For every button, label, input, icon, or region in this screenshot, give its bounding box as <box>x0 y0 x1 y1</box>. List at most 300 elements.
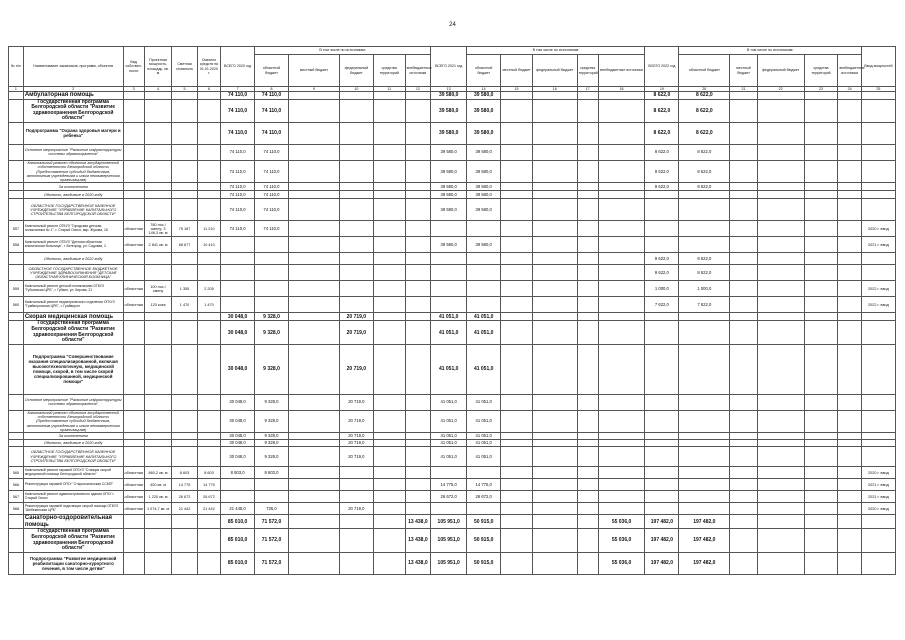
extrabudgetary-2020 <box>405 433 431 440</box>
capacity: 120 коек <box>144 297 172 313</box>
regional-budget-2021: 41 051,0 <box>467 313 501 321</box>
regional-budget-2020: 74 110,0 <box>255 122 289 144</box>
territory-funds-2021 <box>577 92 598 99</box>
extrabudgetary-2021 <box>598 281 645 297</box>
ownership-type <box>123 552 144 574</box>
regional-budget-2022: 197 482,0 <box>679 552 730 574</box>
federal-budget-2021 <box>532 183 577 191</box>
territory-funds-2020 <box>373 313 405 321</box>
row-number <box>9 265 24 281</box>
commissioning-note <box>861 515 895 529</box>
local-budget-2021 <box>501 467 533 479</box>
territory-funds-2021 <box>577 122 598 144</box>
commissioning-note <box>861 447 895 467</box>
local-budget-2022 <box>730 122 758 144</box>
local-budget-2021 <box>501 491 533 503</box>
federal-budget-2020 <box>339 467 373 479</box>
territory-funds-2021 <box>577 183 598 191</box>
commissioning-note: 2020 г. ввод <box>861 221 895 237</box>
regional-budget-2021 <box>467 253 501 265</box>
table-row <box>9 99 896 122</box>
federal-budget-2022 <box>757 160 804 182</box>
commissioning-note <box>861 552 895 574</box>
table-row <box>9 344 896 394</box>
table-row <box>9 433 896 440</box>
total-2020: 74 110,0 <box>221 191 255 199</box>
extrabudgetary-2020 <box>405 321 431 344</box>
federal-budget-2021 <box>532 99 577 122</box>
commissioning-note <box>861 529 895 552</box>
col-capacity: Проектная мощность, площадь, кв. м <box>144 47 172 87</box>
extrabudgetary-2021 <box>598 447 645 467</box>
extrabudgetary-2022 <box>838 433 861 440</box>
total-2020: 74 110,0 <box>221 160 255 182</box>
federal-budget-2022 <box>757 552 804 574</box>
row-number <box>9 122 24 144</box>
estimated-cost <box>172 183 197 191</box>
commissioning-note: 2021 г. ввод <box>861 491 895 503</box>
extrabudgetary-2020 <box>405 265 431 281</box>
total-2020: 85 010,0 <box>221 529 255 552</box>
local-budget-2021 <box>501 221 533 237</box>
federal-budget-2021 <box>532 503 577 515</box>
extrabudgetary-2022 <box>838 183 861 191</box>
total-2021: 41 051,0 <box>431 321 467 344</box>
extrabudgetary-2020 <box>405 199 431 221</box>
extrabudgetary-2022 <box>838 440 861 447</box>
federal-budget-2021 <box>532 92 577 99</box>
ownership-type <box>123 447 144 467</box>
local-budget-2022 <box>730 503 758 515</box>
commissioning-note <box>861 440 895 447</box>
extrabudgetary-2022 <box>838 297 861 313</box>
local-budget-2021 <box>501 410 533 432</box>
total-2022: 197 482,0 <box>645 529 679 552</box>
federal-budget-2021 <box>532 281 577 297</box>
commissioning-note: 2022 г. ввод <box>861 297 895 313</box>
regional-budget-2020: 74 110,0 <box>255 160 289 182</box>
spent-funds <box>197 183 220 191</box>
extrabudgetary-2022 <box>838 529 861 552</box>
regional-budget-2020: 9 328,0 <box>255 433 289 440</box>
regional-budget-2022 <box>679 199 730 221</box>
regional-budget-2021: 41 051,0 <box>467 440 501 447</box>
total-2022 <box>645 410 679 432</box>
regional-budget-2020: 9 328,0 <box>255 394 289 410</box>
col-total-2020: ВСЕГО 2020 год <box>221 47 255 87</box>
total-2022 <box>645 191 679 199</box>
regional-budget-2022: 7 622,0 <box>679 297 730 313</box>
territory-funds-2021 <box>577 281 598 297</box>
col-2021-obl: областной бюджет <box>467 55 501 87</box>
estimated-cost <box>172 191 197 199</box>
territory-funds-2021 <box>577 394 598 410</box>
territory-funds-2022 <box>804 92 838 99</box>
total-2022 <box>645 440 679 447</box>
total-2020 <box>221 297 255 313</box>
col-note: Ввод мощностей <box>861 47 895 87</box>
regional-budget-2021: 50 915,0 <box>467 529 501 552</box>
federal-budget-2021 <box>532 122 577 144</box>
estimated-cost <box>172 344 197 394</box>
territory-funds-2022 <box>804 191 838 199</box>
territory-funds-2022 <box>804 552 838 574</box>
table-row <box>9 183 896 191</box>
territory-funds-2022 <box>804 467 838 479</box>
table-row <box>9 265 896 281</box>
capacity <box>144 321 172 344</box>
ownership-type <box>123 265 144 281</box>
extrabudgetary-2021 <box>598 479 645 491</box>
local-budget-2021 <box>501 394 533 410</box>
extrabudgetary-2022 <box>838 410 861 432</box>
estimated-cost <box>172 313 197 321</box>
extrabudgetary-2021 <box>598 313 645 321</box>
commissioning-note: 2021 г. ввод <box>861 237 895 253</box>
total-2022 <box>645 503 679 515</box>
row-name: Капитальный ремонт административного здания ОГБУ г. Старый Оскол <box>23 491 123 503</box>
federal-budget-2021 <box>532 410 577 432</box>
commissioning-note <box>861 265 895 281</box>
total-2022: 8 622,0 <box>645 99 679 122</box>
local-budget-2020 <box>288 447 339 467</box>
regional-budget-2020: 71 572,0 <box>255 515 289 529</box>
column-number: 25 <box>861 87 895 92</box>
territory-funds-2022 <box>804 313 838 321</box>
row-name: Реконструкция гаражей подстанции скорой помощи ОГБУЗ "Шебекинская ЦРБ" <box>23 503 123 515</box>
table-row <box>9 529 896 552</box>
row-name: Капитальный ремонт детской поликлиники ОГБУЗ "Губкинская ЦРБ", г. Губкин, ул. Кирова, 21 <box>23 281 123 297</box>
federal-budget-2022 <box>757 221 804 237</box>
federal-budget-2022 <box>757 99 804 122</box>
territory-funds-2021 <box>577 467 598 479</box>
regional-budget-2022: 197 482,0 <box>679 515 730 529</box>
col-no: № п/п <box>9 47 24 87</box>
total-2020 <box>221 491 255 503</box>
total-2022 <box>645 199 679 221</box>
regional-budget-2022: 8 622,0 <box>679 144 730 160</box>
federal-budget-2020 <box>339 529 373 552</box>
commissioning-note <box>861 191 895 199</box>
territory-funds-2022 <box>804 394 838 410</box>
ownership-type <box>123 160 144 182</box>
spent-funds: 21 442 <box>197 503 220 515</box>
spent-funds <box>197 515 220 529</box>
local-budget-2021 <box>501 321 533 344</box>
federal-budget-2021 <box>532 552 577 574</box>
territory-funds-2021 <box>577 144 598 160</box>
table-header <box>9 47 896 92</box>
federal-budget-2022 <box>757 529 804 552</box>
territory-funds-2021 <box>577 297 598 313</box>
federal-budget-2020 <box>339 183 373 191</box>
local-budget-2022 <box>730 313 758 321</box>
investment-table <box>8 46 896 575</box>
total-2021: 105 951,0 <box>431 515 467 529</box>
total-2022: 8 622,0 <box>645 122 679 144</box>
federal-budget-2022 <box>757 297 804 313</box>
total-2020: 30 048,0 <box>221 313 255 321</box>
extrabudgetary-2021 <box>598 160 645 182</box>
territory-funds-2021 <box>577 344 598 394</box>
local-budget-2022 <box>730 447 758 467</box>
total-2022 <box>645 394 679 410</box>
col-2022-terr: средства территорий <box>804 55 838 87</box>
table-row <box>9 410 896 432</box>
regional-budget-2022 <box>679 237 730 253</box>
column-number: 8 <box>255 87 289 92</box>
territory-funds-2022 <box>804 281 838 297</box>
local-budget-2022 <box>730 99 758 122</box>
extrabudgetary-2021 <box>598 410 645 432</box>
territory-funds-2020 <box>373 160 405 182</box>
total-2022: 7 622,0 <box>645 297 679 313</box>
row-number <box>9 515 24 529</box>
local-budget-2022 <box>730 344 758 394</box>
ownership-type: областная <box>123 467 144 479</box>
column-number: 9 <box>288 87 339 92</box>
regional-budget-2022: 8 622,0 <box>679 160 730 182</box>
federal-budget-2020: 20 719,0 <box>339 394 373 410</box>
extrabudgetary-2020 <box>405 237 431 253</box>
capacity: 100 пос./смену <box>144 281 172 297</box>
territory-funds-2022 <box>804 344 838 394</box>
commissioning-note <box>861 394 895 410</box>
regional-budget-2021: 39 580,0 <box>467 160 501 182</box>
federal-budget-2020 <box>339 160 373 182</box>
table-row <box>9 122 896 144</box>
regional-budget-2020 <box>255 281 289 297</box>
local-budget-2020 <box>288 265 339 281</box>
spent-funds <box>197 552 220 574</box>
regional-budget-2022 <box>679 344 730 394</box>
row-number: 567 <box>9 491 24 503</box>
territory-funds-2020 <box>373 265 405 281</box>
federal-budget-2021 <box>532 221 577 237</box>
extrabudgetary-2020 <box>405 297 431 313</box>
territory-funds-2021 <box>577 199 598 221</box>
estimated-cost <box>172 410 197 432</box>
total-2020 <box>221 479 255 491</box>
extrabudgetary-2022 <box>838 237 861 253</box>
commissioning-note: 2021 г. ввод <box>861 479 895 491</box>
extrabudgetary-2021 <box>598 221 645 237</box>
territory-funds-2020 <box>373 344 405 394</box>
col-2021-vneb: внебюджетные источники <box>598 55 645 87</box>
estimated-cost <box>172 160 197 182</box>
regional-budget-2020 <box>255 253 289 265</box>
column-number: 14 <box>467 87 501 92</box>
spent-funds <box>197 253 220 265</box>
regional-budget-2021: 39 580,0 <box>467 92 501 99</box>
ownership-type: областная <box>123 281 144 297</box>
territory-funds-2022 <box>804 297 838 313</box>
capacity <box>144 191 172 199</box>
table-row <box>9 313 896 321</box>
local-budget-2021 <box>501 515 533 529</box>
row-name: Основное мероприятие "Развитие инфраструктуры системы здравоохранения" <box>23 394 123 410</box>
extrabudgetary-2021: 55 036,0 <box>598 515 645 529</box>
local-budget-2022 <box>730 515 758 529</box>
federal-budget-2020 <box>339 491 373 503</box>
row-number: 558 <box>9 237 24 253</box>
ownership-type <box>123 99 144 122</box>
table-row <box>9 552 896 574</box>
table-row <box>9 281 896 297</box>
federal-budget-2022 <box>757 467 804 479</box>
local-budget-2022 <box>730 552 758 574</box>
ownership-type <box>123 321 144 344</box>
local-budget-2020 <box>288 221 339 237</box>
row-number <box>9 433 24 440</box>
regional-budget-2022 <box>679 447 730 467</box>
extrabudgetary-2021 <box>598 440 645 447</box>
federal-budget-2022 <box>757 191 804 199</box>
col-2021-terr: средства территорий <box>577 55 598 87</box>
extrabudgetary-2021 <box>598 253 645 265</box>
local-budget-2022 <box>730 183 758 191</box>
extrabudgetary-2022 <box>838 199 861 221</box>
estimated-cost <box>172 253 197 265</box>
extrabudgetary-2021 <box>598 99 645 122</box>
territory-funds-2022 <box>804 122 838 144</box>
total-2020: 30 048,0 <box>221 433 255 440</box>
table-row <box>9 92 896 99</box>
row-name: Санаторно-оздоровительная помощь <box>23 515 123 529</box>
col-cost: Сметная стоимость <box>172 47 197 87</box>
col-total-2021: ВСЕГО 2021 год <box>431 47 467 87</box>
local-budget-2020 <box>288 122 339 144</box>
capacity: 2 841 кв. м <box>144 237 172 253</box>
commissioning-note: 2022 г. ввод <box>861 281 895 297</box>
local-budget-2022 <box>730 191 758 199</box>
row-number <box>9 99 24 122</box>
local-budget-2022 <box>730 529 758 552</box>
regional-budget-2022 <box>679 191 730 199</box>
total-2021: 14 775,0 <box>431 479 467 491</box>
territory-funds-2022 <box>804 440 838 447</box>
regional-budget-2020: 9 328,0 <box>255 440 289 447</box>
total-2021: 39 580,0 <box>431 183 467 191</box>
federal-budget-2020 <box>339 92 373 99</box>
territory-funds-2021 <box>577 479 598 491</box>
ownership-type <box>123 515 144 529</box>
local-budget-2022 <box>730 281 758 297</box>
capacity <box>144 265 172 281</box>
commissioning-note <box>861 92 895 99</box>
col-2020-terr: средства территорий <box>373 55 405 87</box>
total-2020 <box>221 281 255 297</box>
territory-funds-2021 <box>577 99 598 122</box>
col-2022-obl: областной бюджет <box>679 55 730 87</box>
total-2020: 30 048,0 <box>221 321 255 344</box>
commissioning-note <box>861 199 895 221</box>
total-2022: 197 482,0 <box>645 515 679 529</box>
local-budget-2021 <box>501 99 533 122</box>
spent-funds <box>197 92 220 99</box>
territory-funds-2020 <box>373 99 405 122</box>
regional-budget-2020 <box>255 265 289 281</box>
regional-budget-2022 <box>679 221 730 237</box>
total-2022 <box>645 221 679 237</box>
federal-budget-2020 <box>339 515 373 529</box>
local-budget-2021 <box>501 160 533 182</box>
federal-budget-2020: 20 719,0 <box>339 447 373 467</box>
extrabudgetary-2020 <box>405 221 431 237</box>
table-row <box>9 479 896 491</box>
local-budget-2022 <box>730 253 758 265</box>
territory-funds-2021 <box>577 515 598 529</box>
row-number: 565 <box>9 467 24 479</box>
territory-funds-2020 <box>373 191 405 199</box>
row-number <box>9 92 24 99</box>
federal-budget-2021 <box>532 515 577 529</box>
total-2022 <box>645 491 679 503</box>
federal-budget-2022 <box>757 515 804 529</box>
column-number: 18 <box>598 87 645 92</box>
federal-budget-2021 <box>532 433 577 440</box>
extrabudgetary-2021 <box>598 503 645 515</box>
regional-budget-2020: 74 110,0 <box>255 92 289 99</box>
ownership-type <box>123 92 144 99</box>
regional-budget-2020: 74 110,0 <box>255 144 289 160</box>
spent-funds <box>197 265 220 281</box>
spent-funds <box>197 447 220 467</box>
territory-funds-2022 <box>804 433 838 440</box>
estimated-cost: 1 355 <box>172 281 197 297</box>
column-number: 20 <box>679 87 730 92</box>
extrabudgetary-2020 <box>405 191 431 199</box>
local-budget-2021 <box>501 344 533 394</box>
total-2020: 30 048,0 <box>221 410 255 432</box>
federal-budget-2022 <box>757 237 804 253</box>
total-2021: 105 951,0 <box>431 552 467 574</box>
local-budget-2022 <box>730 92 758 99</box>
territory-funds-2020 <box>373 92 405 99</box>
extrabudgetary-2021 <box>598 491 645 503</box>
extrabudgetary-2020 <box>405 344 431 394</box>
federal-budget-2020 <box>339 297 373 313</box>
territory-funds-2020 <box>373 440 405 447</box>
federal-budget-2021 <box>532 297 577 313</box>
federal-budget-2021 <box>532 144 577 160</box>
estimated-cost <box>172 440 197 447</box>
column-number: 5 <box>172 87 197 92</box>
territory-funds-2021 <box>577 552 598 574</box>
row-number <box>9 410 24 432</box>
territory-funds-2022 <box>804 529 838 552</box>
local-budget-2021 <box>501 447 533 467</box>
federal-budget-2020: 20 719,0 <box>339 410 373 432</box>
total-2022: 8 622,0 <box>645 253 679 265</box>
federal-budget-2022 <box>757 122 804 144</box>
extrabudgetary-2020 <box>405 92 431 99</box>
extrabudgetary-2020 <box>405 253 431 265</box>
territory-funds-2021 <box>577 221 598 237</box>
extrabudgetary-2022 <box>838 253 861 265</box>
column-number: 4 <box>144 87 172 92</box>
extrabudgetary-2022 <box>838 321 861 344</box>
estimated-cost: 8 603 <box>172 467 197 479</box>
estimated-cost <box>172 447 197 467</box>
federal-budget-2020: 20 719,0 <box>339 440 373 447</box>
territory-funds-2020 <box>373 237 405 253</box>
territory-funds-2022 <box>804 99 838 122</box>
ownership-type <box>123 253 144 265</box>
ownership-type <box>123 394 144 410</box>
table-body <box>9 92 896 575</box>
federal-budget-2020: 20 719,0 <box>339 321 373 344</box>
